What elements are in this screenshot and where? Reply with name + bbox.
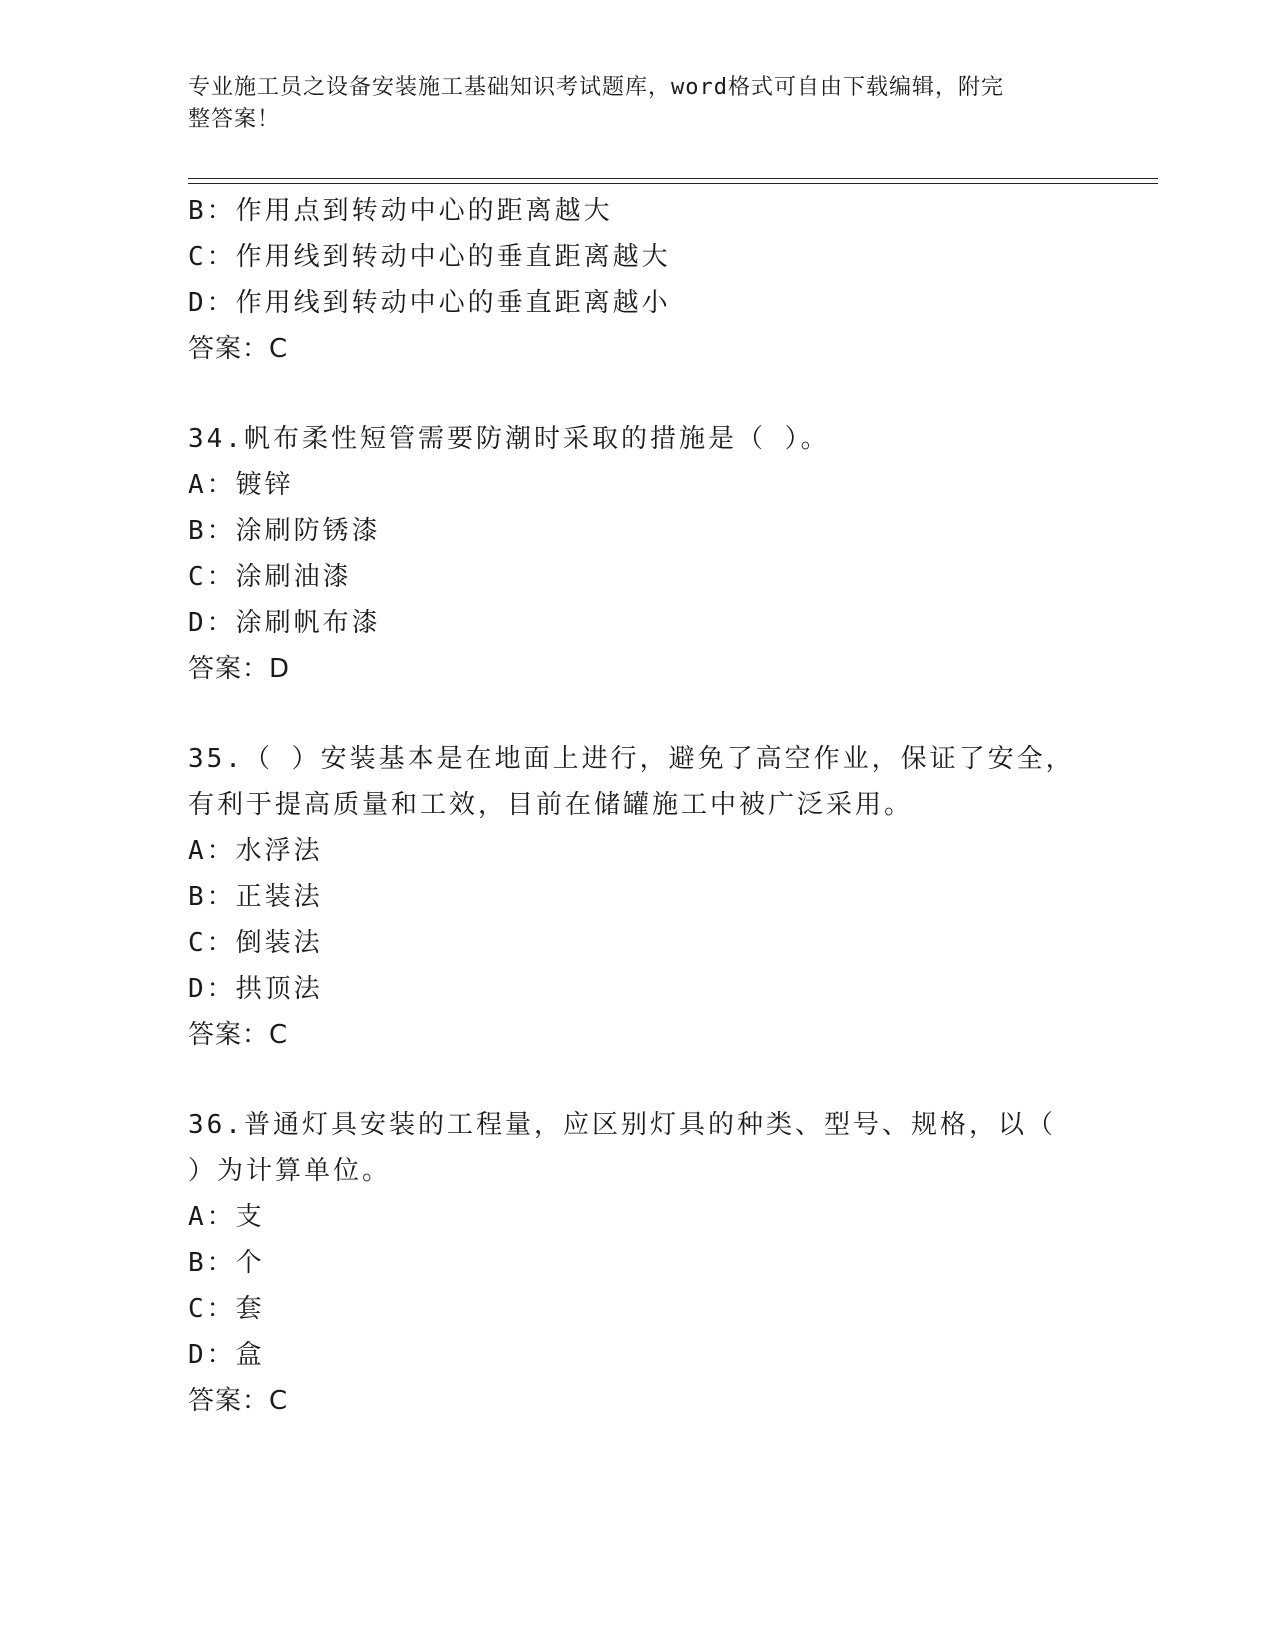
option-d: D：拱顶法: [188, 974, 323, 1004]
option-c: C：涂刷油漆: [188, 562, 352, 592]
question-text-line-1: 35.（ ）安装基本是在地面上进行，避免了高空作业，保证了安全，: [188, 744, 1075, 774]
question-text: 34.帆布柔性短管需要防潮时采取的措施是（ ）。: [188, 424, 830, 454]
question-33-remainder: [188, 188, 1088, 372]
option-c: C：套: [188, 1294, 265, 1324]
option-b: B：个: [188, 1248, 265, 1278]
header-divider-top: [188, 178, 1158, 179]
question-content: [188, 188, 1088, 1424]
option-c: C：倒装法: [188, 928, 323, 958]
question-35: [188, 736, 1088, 1058]
option-d: D：盒: [188, 1340, 265, 1370]
option-b: B：涂刷防锈漆: [188, 516, 381, 546]
option-d: D：涂刷帆布漆: [188, 608, 381, 638]
header-divider-bottom: [188, 183, 1158, 184]
document-header: [188, 72, 1068, 136]
option-d: D：作用线到转动中心的垂直距离越小: [188, 288, 671, 318]
question-text-line-2: ）为计算单位。: [188, 1156, 392, 1186]
option-a: A：镀锌: [188, 470, 294, 500]
spacer: [188, 1058, 1088, 1102]
question-36: [188, 1102, 1088, 1424]
option-a: A：支: [188, 1202, 265, 1232]
spacer: [188, 692, 1088, 736]
answer-line: 答案：C: [188, 1020, 289, 1050]
answer-line: 答案：C: [188, 334, 289, 364]
question-text-line-2: 有利于提高质量和工效，目前在储罐施工中被广泛采用。: [188, 790, 914, 820]
option-c: C：作用线到转动中心的垂直距离越大: [188, 242, 671, 272]
answer-line: 答案：C: [188, 1386, 289, 1416]
header-title-line-1: 专业施工员之设备安装施工基础知识考试题库，word格式可自由下载编辑，附完: [188, 75, 1004, 100]
option-b: B：作用点到转动中心的距离越大: [188, 196, 613, 226]
spacer: [188, 372, 1088, 416]
question-text-line-1: 36.普通灯具安装的工程量，应区别灯具的种类、型号、规格，以（: [188, 1110, 1056, 1140]
question-34: [188, 416, 1088, 692]
header-title-line-2: 整答案！: [188, 107, 281, 132]
option-b: B：正装法: [188, 882, 323, 912]
option-a: A：水浮法: [188, 836, 323, 866]
answer-line: 答案：D: [188, 654, 291, 684]
